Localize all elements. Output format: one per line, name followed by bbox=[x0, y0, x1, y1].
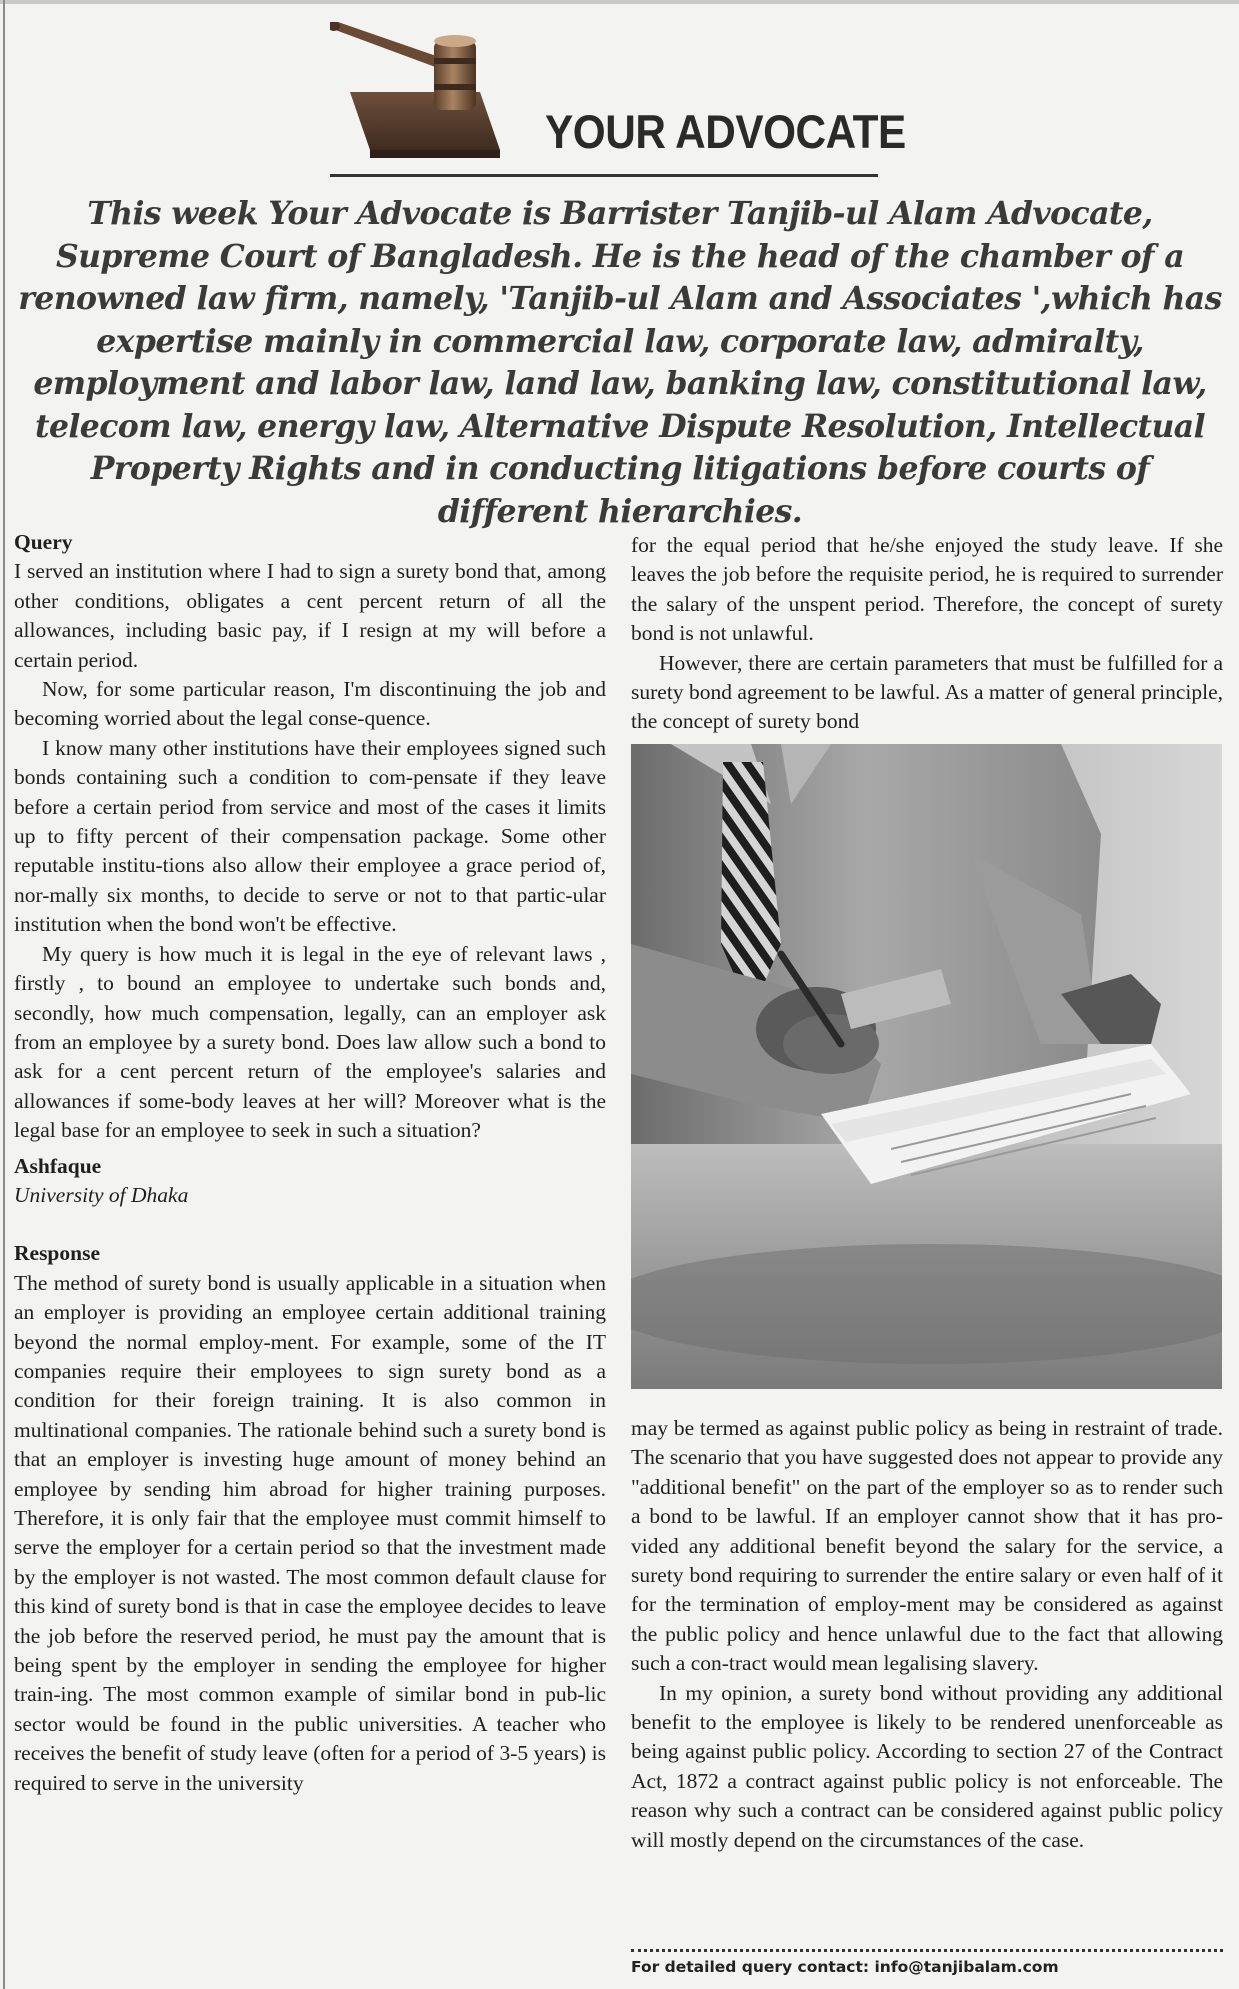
query-heading: Query bbox=[14, 530, 73, 554]
query-paragraph: My query is how much it is legal in the eye of relevant laws , firstly , to bound an employee to undertake such bonds and, secondly, how much compensation, legally, can an employer ask from an employee by a surety bond. Does law allow such a bond to ask for a cent percent return of the employee's salaries and allowances if some-body leaves at her will? Moreover what is the legal base for an employee to seek in such a situation? bbox=[14, 941, 606, 1143]
photo-illustration bbox=[631, 744, 1222, 1389]
response-heading: Response bbox=[14, 1241, 101, 1266]
response-paragraph: However, there are certain parameters that must be fulfilled for a surety bond agreement to be lawful. As a matter of general principle, the concept of surety bond bbox=[631, 650, 1223, 734]
gavel-icon bbox=[330, 22, 530, 162]
intro-paragraph: This week Your Advocate is Barrister Tanjib-ul Alam Advocate, Supreme Court of Bangladesh. He is the head of the chamber of a renowned law firm, namely, 'Tanjib-ul Alam and Associates ',which has expertise mainly in commercial law, corporate law, admiralty, employment and labor law, land law, banking law, constitutional law, telecom law, energy law, Alternative Dispute Resolution, Intellectual Property Rights and in conducting litigations before courts of different hierarchies. bbox=[18, 195, 1222, 530]
footer-divider bbox=[631, 1949, 1223, 1952]
top-border bbox=[0, 0, 1239, 4]
businessman-signing-photo bbox=[631, 744, 1222, 1389]
left-column bbox=[14, 528, 606, 1798]
query-paragraph: Now, for some particular reason, I'm discontinuing the job and becoming worried about the legal conse-quence. bbox=[14, 677, 606, 731]
left-border bbox=[3, 0, 5, 1989]
masthead-underline bbox=[330, 174, 878, 177]
author-affiliation: University of Dhaka bbox=[14, 1182, 189, 1207]
right-column-top bbox=[631, 531, 1223, 737]
response-paragraph: for the equal period that he/she enjoyed the study leave. If she leaves the job before the requisite period, he is required to surrender the salary of the unspent period. Therefore, the concept of surety bond is not unlawful. bbox=[631, 533, 1223, 646]
response-paragraph: In my opinion, a surety bond without providing any additional benefit to the employee is likely to be rendered unenforceable as being against public policy. According to section 27 of the Contract Act, 1872 a contract against public policy is not enforceable. The reason why such a contract can be considered against public policy will mostly depend on the circumstances of the case. bbox=[631, 1680, 1223, 1852]
query-paragraph: I served an institution where I had to sign a surety bond that, among other conditions, obligates a cent percent return of all the allowances, including basic pay, if I resign at my will before a certain period. bbox=[14, 559, 606, 672]
response-paragraph: may be termed as against public policy as being in restraint of trade. The scenario that you have suggested does not appear to provide any "additional benefit" on the part of the employer so as to render such a bond to be lawful. If an employer cannot show that it has pro-vided any additional benefit beyond the salary for the service, a surety bond requiring to surrender the entire salary or even half of it for the termination of employ-ment may be considered as against the public policy and hence unlawful due to the fact that allowing such a con-tract would mean legalising slavery. bbox=[631, 1416, 1223, 1676]
contact-footer: For detailed query contact: info@tanjibalam.com bbox=[631, 1958, 1059, 1976]
response-paragraph: The method of surety bond is usually applicable in a situation when an employer is providing an employee certain additional training beyond the normal employ-ment. For example, some of the IT companies require their employees to sign surety bond as a condition for their foreign training. It is also common in multinational companies. The rationale behind such a surety bond is that an employer is investing huge amount of money behind an employee by sending him abroad for higher training purposes. Therefore, it is only fair that the employee must commit himself to serve the employer for a certain period so that the investment made by the employer is not wasted. The most common default clause for this kind of surety bond is that in case the employee decides to leave the job before the reserved period, he must pay the amount that is being spent by the employer in sending the employee for higher train-ing. The most common example of similar bond in pub-lic sector would be found in the public universities. A teacher who receives the benefit of study leave (often for a period of 3-5 years) is required to serve in the university bbox=[14, 1270, 606, 1795]
author-name: Ashfaque bbox=[14, 1153, 102, 1178]
query-paragraph: I know many other institutions have their employees signed such bonds containing such a condition to com-pensate if they leave before a certain period from service and most of the cases it limits up to fifty percent of their compensation package. Some other reputable institu-tions also allow their employee a grace period of, nor-mally six months, to decide to serve or not to that partic-ular institution when the bond won't be effective. bbox=[14, 735, 606, 937]
right-column-bottom bbox=[631, 1414, 1223, 1855]
masthead bbox=[330, 22, 906, 162]
masthead-title: YOUR ADVOCATE bbox=[545, 105, 906, 158]
